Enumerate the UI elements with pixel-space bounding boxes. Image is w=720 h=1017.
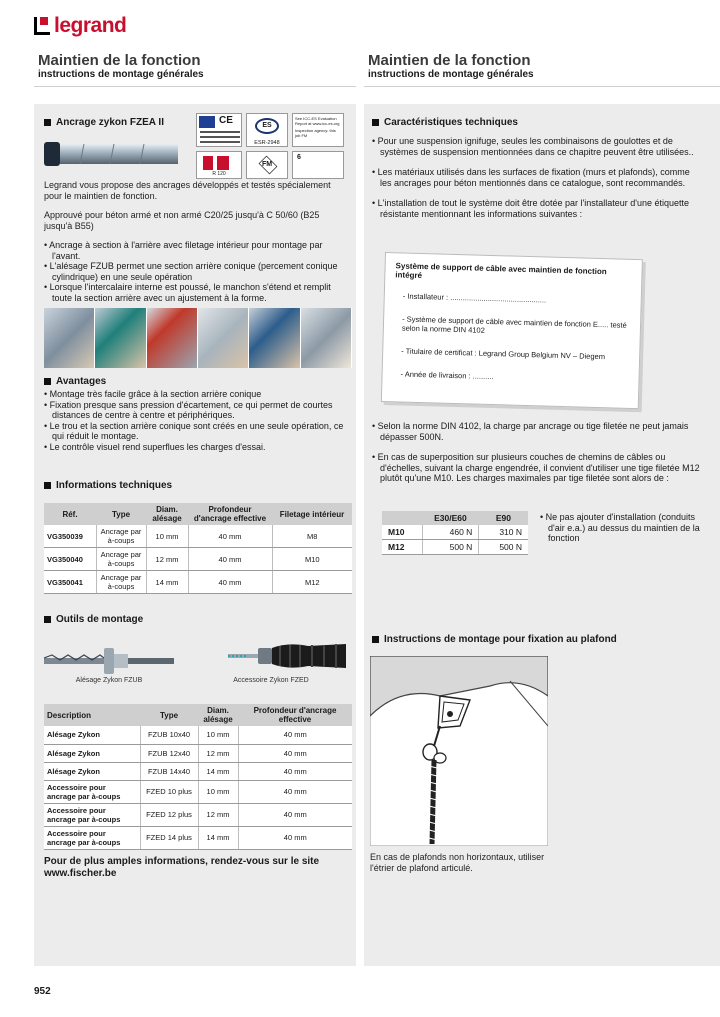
table-cell: 500 N <box>479 540 528 555</box>
list-item: • Montage très facile grâce à la section arrière conique <box>44 389 349 400</box>
esr-number: ESR-2948 <box>254 140 280 146</box>
table-row <box>44 548 352 571</box>
table-cell: Ancrage par à-coups <box>96 548 146 571</box>
approval-number: 6 <box>292 151 344 179</box>
right-page-subtitle: instructions de montage générales <box>368 69 534 80</box>
installation-label-card <box>381 252 643 409</box>
tools-heading-text: Outils de montage <box>56 614 144 625</box>
list-item: • Lorsque l'intercalaire interne est poussé, le manchon s'étend et remplit toute la section arrière avec un ajustement à la forme. <box>44 282 349 303</box>
anchor-heading <box>44 117 164 128</box>
label-line-certificate: - Titulaire de certificat : Legrand Group Belgium NV – Diegem <box>401 346 606 362</box>
fm-approved-logo <box>246 151 288 179</box>
fzub-drill-bit-image <box>44 640 174 680</box>
column-header: Description <box>44 704 140 726</box>
column-header: Réf. <box>44 503 96 525</box>
table-cell: Accessoire pour ancrage par à-coups <box>44 803 140 826</box>
table-cell: 10 mm <box>198 780 238 803</box>
table-cell: 12 mm <box>146 548 188 571</box>
table-cell: 40 mm <box>238 744 352 762</box>
step-photo-finished <box>301 308 352 368</box>
table-row <box>44 780 352 803</box>
list-item: • Les matériaux utilisés dans les surfaces de fixation (murs et plafonds), comme les ancrages pour béton mentionnés dans ce catalogue, sont recommandés. <box>372 167 702 188</box>
right-header-rule <box>364 86 720 87</box>
table-cell: Alésage Zykon <box>44 744 140 762</box>
ceiling-heading <box>372 634 617 645</box>
table-cell: 40 mm <box>238 726 352 744</box>
table-header-row <box>44 704 352 726</box>
column-header: Diam. alésage <box>146 503 188 525</box>
table-row <box>382 540 528 555</box>
table-cell: Ancrage par à-coups <box>96 571 146 594</box>
tech-info-heading <box>44 480 172 491</box>
fzed-caption: Accessoire Zykon FZED <box>233 677 309 684</box>
column-header: E30/E60 <box>422 511 479 525</box>
table-row <box>44 726 352 744</box>
ceiling-heading-text: Instructions de montage pour fixation au plafond <box>384 634 617 645</box>
table-cell: 40 mm <box>238 762 352 780</box>
list-item: • Ne pas ajouter d'installation (conduits d'air e.a.) au dessus du maintien de la fonction <box>540 512 700 544</box>
list-item: • Le trou et la section arrière conique sont créés en une seule opération, ce qui réduit le montage. <box>44 421 349 442</box>
list-item: • En cas de superposition sur plusieurs couches de chemins de câbles ou d'échelles, suivant la charge engendrée, il convient d'utiliser une tige filetée M12 plutôt qu'une M10. Les charges maximales par tige filetée sont alors de : <box>372 452 702 484</box>
tech-info-heading-text: Informations techniques <box>56 480 173 491</box>
column-header: Filetage intérieur <box>272 503 352 525</box>
square-bullet-icon <box>44 378 51 385</box>
table-cell: M8 <box>272 525 352 548</box>
step-photo-inserting <box>198 308 249 368</box>
left-page-header <box>38 52 204 80</box>
anchor-features-list <box>44 240 349 304</box>
page-number: 952 <box>34 986 51 997</box>
max-load-table <box>382 511 528 555</box>
table-cell: M12 <box>382 540 422 555</box>
column-header: Type <box>96 503 146 525</box>
table-cell: 460 N <box>422 525 479 540</box>
column-header: Diam. alésage <box>198 704 238 726</box>
table-row <box>44 762 352 780</box>
table-cell: Ancrage par à-coups <box>96 525 146 548</box>
column-header <box>382 511 422 525</box>
fm-mark: FM <box>261 161 273 168</box>
left-page-subtitle: instructions de montage générales <box>38 69 204 80</box>
square-bullet-icon <box>44 119 51 126</box>
r120-label: R 120 <box>212 171 226 177</box>
char-heading-text: Caractéristiques techniques <box>384 117 518 128</box>
step-photo-cleaning <box>147 308 198 368</box>
table-cell: 500 N <box>422 540 479 555</box>
list-item: • Pour une suspension ignifuge, seules les combinaisons de goulottes et de systèmes de suspension mentionnées dans ce chapitre peuvent être utilisées.. <box>372 136 702 157</box>
label-card-title: Système de support de câble avec maintien de fonction intégré <box>395 261 607 281</box>
table-cell: 310 N <box>479 525 528 540</box>
table-cell: FZED 10 plus <box>140 780 198 803</box>
table-cell: FZED 14 plus <box>140 826 198 849</box>
table-cell: FZUB 14x40 <box>140 762 198 780</box>
table-row <box>44 525 352 548</box>
table-cell: 40 mm <box>238 826 352 849</box>
fzub-caption: Alésage Zykon FZUB <box>75 677 143 684</box>
logo-text: legrand <box>54 14 127 37</box>
table-cell: FZUB 12x40 <box>140 744 198 762</box>
dibt-logo <box>196 151 242 179</box>
table-cell: FZUB 10x40 <box>140 726 198 744</box>
step-photo-boring <box>95 308 146 368</box>
list-item: • L'installation de tout le système doit être dotée par l'installateur d'une étiquette résistante mentionnant les informations suivantes : <box>372 198 702 219</box>
label-line-system: - Système de support de câble avec maintien de fonction E..... testé selon la norme DIN 4102 <box>401 314 627 335</box>
table-cell: 40 mm <box>188 548 272 571</box>
column-header: Profondeur d'ancrage effective <box>188 503 272 525</box>
left-header-rule <box>34 86 356 87</box>
intro-paragraph-1: Legrand vous propose des ancrages développés et testés spécialement pour le maintien de fonction. <box>44 180 331 201</box>
table-cell: 10 mm <box>146 525 188 548</box>
table-cell: 12 mm <box>198 803 238 826</box>
table-cell: VG350041 <box>44 571 96 594</box>
fzed-setting-tool-image <box>228 634 348 678</box>
tools-heading <box>44 614 143 625</box>
mounting-steps-photos <box>44 308 352 368</box>
table-cell: M12 <box>272 571 352 594</box>
table-row <box>44 803 352 826</box>
table-cell: 14 mm <box>198 762 238 780</box>
table-header-row <box>44 503 352 525</box>
ce-mark: CE <box>219 115 233 126</box>
table-cell: Accessoire pour ancrage par à-coups <box>44 780 140 803</box>
right-page-title: Maintien de la fonction <box>368 52 531 69</box>
list-item: • Selon la norme DIN 4102, la charge par ancrage ou tige filetée ne peut jamais dépasser 500N. <box>372 421 702 442</box>
table-cell: VG350040 <box>44 548 96 571</box>
table-cell: 40 mm <box>188 571 272 594</box>
list-item: • Fixation presque sans pression d'écartement, ce qui permet de courtes distances de centre à centre et périphériques. <box>44 400 349 421</box>
list-item: • L'alésage FZUB permet une section arrière conique (percement conique cylindrique) en une seule opération <box>44 261 349 282</box>
legrand-logo <box>34 14 126 38</box>
table-row <box>382 525 528 540</box>
table-cell: 14 mm <box>198 826 238 849</box>
zykon-anchor-image <box>44 138 184 170</box>
column-header: Type <box>140 704 198 726</box>
table-cell: 14 mm <box>146 571 188 594</box>
load-note <box>540 512 700 544</box>
table-cell: 40 mm <box>238 803 352 826</box>
column-header: Profondeur d'ancrage effective <box>238 704 352 726</box>
char-list-2 <box>372 421 702 484</box>
table-cell: FZED 12 plus <box>140 803 198 826</box>
advantages-heading <box>44 376 106 387</box>
anchor-tech-table <box>44 503 352 594</box>
table-row <box>44 826 352 849</box>
list-item: • Le contrôle visuel rend superflues les charges d'essai. <box>44 442 349 453</box>
column-header: E90 <box>479 511 528 525</box>
char-heading <box>372 117 518 128</box>
square-bullet-icon <box>372 119 379 126</box>
icc-es-logo: ES ESR-2948 <box>246 113 288 147</box>
label-line-installer: - Installateur : .............................................. <box>402 291 547 305</box>
square-bullet-icon <box>372 636 379 643</box>
table-cell: 40 mm <box>188 525 272 548</box>
char-list-1 <box>372 136 702 220</box>
label-line-year: - Année de livraison : .......... <box>400 369 494 382</box>
table-cell: Accessoire pour ancrage par à-coups <box>44 826 140 849</box>
table-row <box>44 744 352 762</box>
logo-mark-icon <box>34 17 50 35</box>
table-cell: M10 <box>382 525 422 540</box>
anchor-heading-text: Ancrage zykon FZEA II <box>56 117 164 128</box>
icc-es-text: See ICC-ES Evaluation Report at www.icc-es.org <box>295 116 340 126</box>
advantages-list <box>44 389 349 453</box>
more-info-link[interactable]: Pour de plus amples informations, rendez-vous sur le site www.fischer.be <box>44 856 320 879</box>
table-cell: 12 mm <box>198 744 238 762</box>
eu-flag-logo <box>196 113 242 147</box>
advantages-heading-text: Avantages <box>56 376 107 387</box>
tools-table <box>44 704 352 850</box>
table-cell: VG350039 <box>44 525 96 548</box>
icc-es-text-box <box>292 113 344 147</box>
intro-paragraph-2: Approuvé pour béton armé et non armé C20/25 jusqu'à C 50/60 (B25 jusqu'à B55) <box>44 210 320 231</box>
right-page-header <box>368 52 534 80</box>
list-item: • Ancrage à section à l'arrière avec filetage intérieur pour montage par l'avant. <box>44 240 349 261</box>
left-page-title: Maintien de la fonction <box>38 52 201 69</box>
ceiling-bracket-drawing <box>370 656 548 846</box>
table-cell: 40 mm <box>238 780 352 803</box>
square-bullet-icon <box>44 482 51 489</box>
table-row <box>44 571 352 594</box>
step-photo-setting <box>249 308 300 368</box>
table-cell: M10 <box>272 548 352 571</box>
table-cell: Alésage Zykon <box>44 762 140 780</box>
certification-logos <box>196 113 344 179</box>
step-photo-drilling <box>44 308 95 368</box>
table-cell: 10 mm <box>198 726 238 744</box>
fm-inspection-text: Inspection agency: this job FM <box>295 128 336 138</box>
table-cell: Alésage Zykon <box>44 726 140 744</box>
ceiling-caption: En cas de plafonds non horizontaux, utiliser l'étrier de plafond articulé. <box>370 852 545 873</box>
square-bullet-icon <box>44 616 51 623</box>
table-header-row <box>382 511 528 525</box>
